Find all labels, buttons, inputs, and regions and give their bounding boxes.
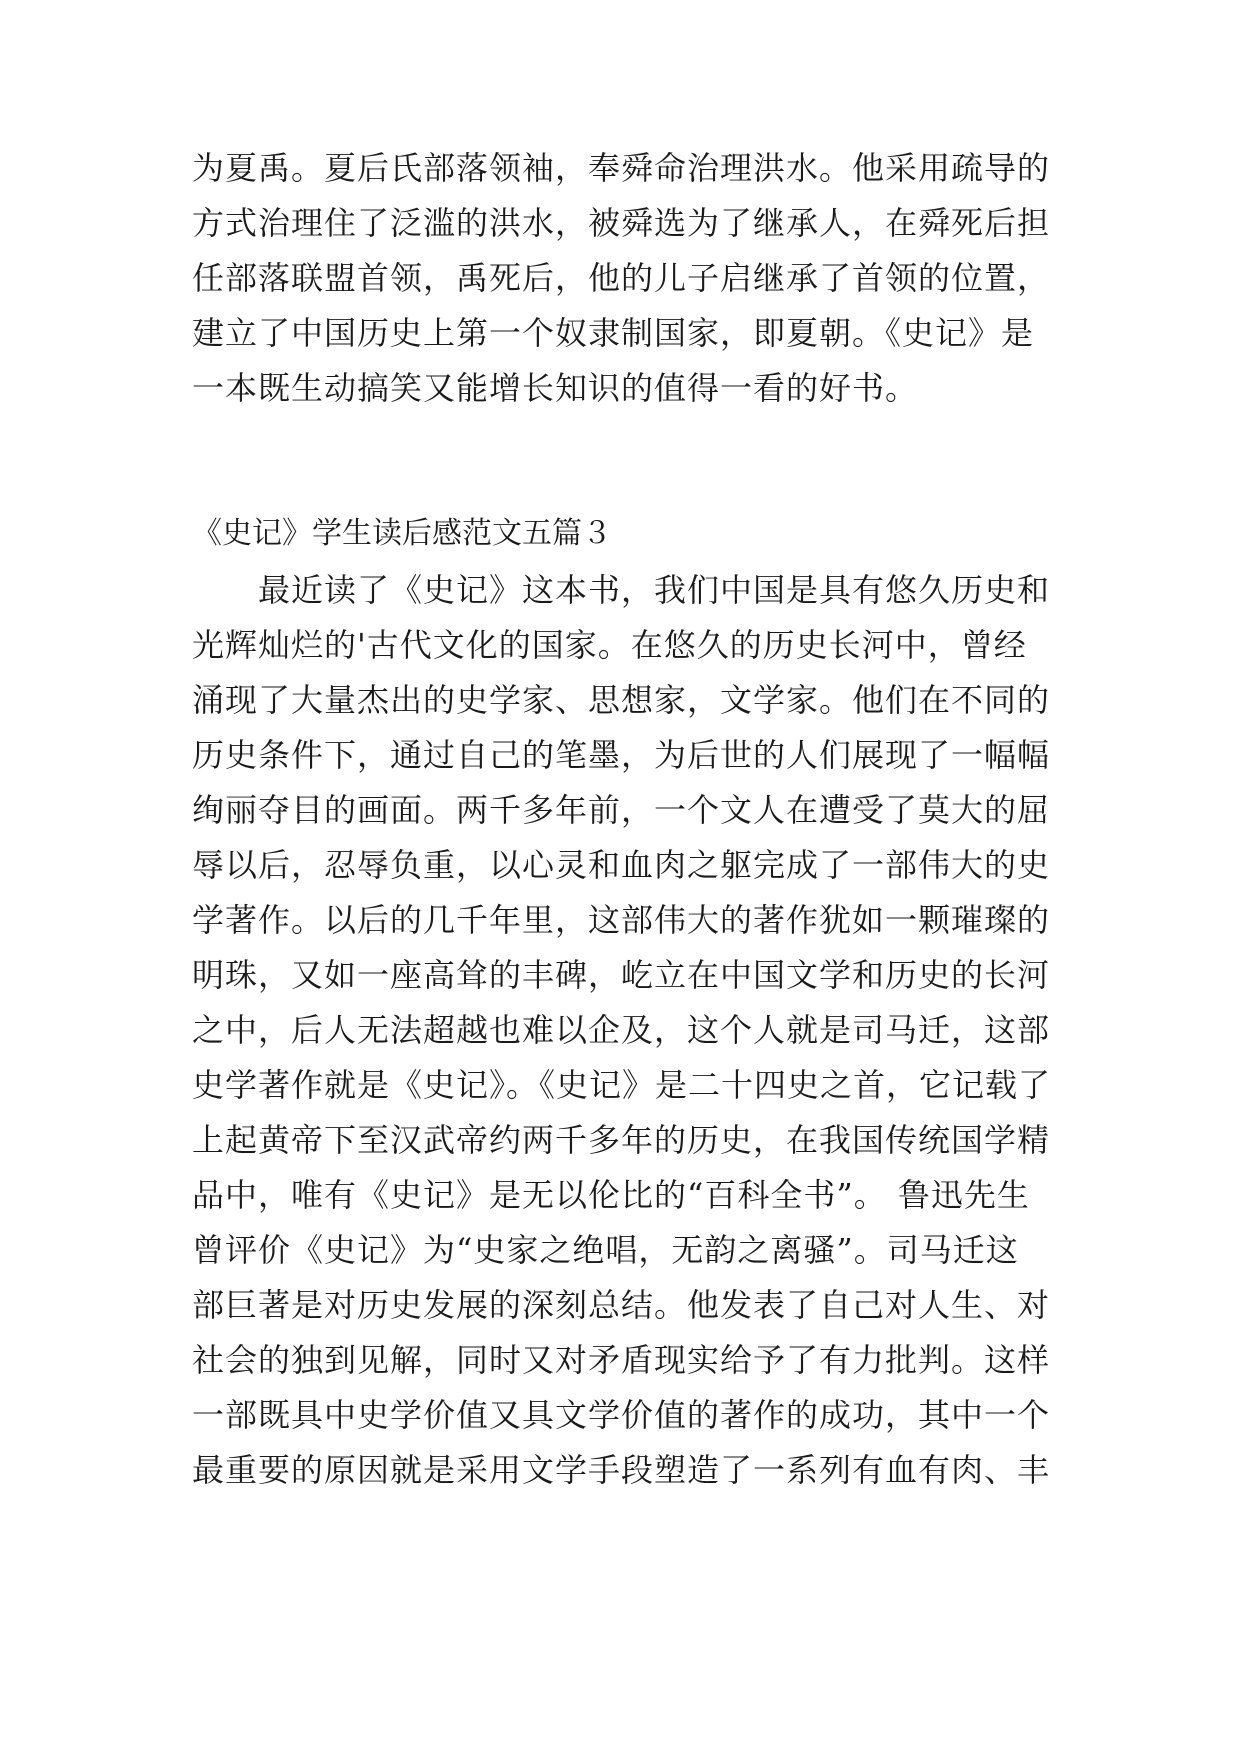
paragraph-line: 学著作。以后的几千年里，这部伟大的著作犹如一颗璀璨的 [192,901,1051,939]
paragraph-line: 光辉灿烂的'古代文化的国家。在悠久的历史长河中，曾经 [192,626,1027,664]
paragraph-line: 任部落联盟首领，禹死后，他的儿子启继承了首领的位置， [192,259,1051,297]
paragraph-line: 之中，后人无法超越也难以企及，这个人就是司马迁，这部 [192,1011,1051,1049]
paragraph-line: 绚丽夺目的画面。两千多年前，一个文人在遭受了莫大的屈 [192,791,1051,829]
paragraph-line: 一部既具中史学价值又具文学价值的著作的成功，其中一个 [192,1396,1051,1434]
paragraph-line: 最近读了《史记》这本书，我们中国是具有悠久历史和 [192,571,1051,609]
paragraph-line: 史学著作就是《史记》。《史记》是二十四史之首，它记载了 [192,1066,1052,1104]
section-heading: 《史记》学生读后感范文五篇３ [192,516,612,551]
paragraph-line: 社会的独到见解，同时又对矛盾现实给予了有力批判。这样 [192,1341,1051,1379]
paragraph-line: 辱以后，忍辱负重，以心灵和血肉之躯完成了一部伟大的史 [192,846,1051,884]
paragraph-line: 历史条件下，通过自己的笔墨，为后世的人们展现了一幅幅 [192,736,1051,774]
paragraph-line: 明珠，又如一座高耸的丰碑，屹立在中国文学和历史的长河 [192,956,1051,994]
paragraph-line: 最重要的原因就是采用文学手段塑造了一系列有血有肉、丰 [192,1451,1051,1489]
paragraph-line: 一本既生动搞笑又能增长知识的值得一看的好书。 [192,369,919,407]
paragraph-line: 品中，唯有《史记》是无以伦比的“百科全书”。 鲁迅先生 [192,1176,1030,1214]
paragraph-line: 建立了中国历史上第一个奴隶制国家，即夏朝。《史记》是 [192,314,1035,352]
paragraph-line: 部巨著是对历史发展的深刻总结。他发表了自己对人生、对 [192,1286,1051,1324]
paragraph-line: 上起黄帝下至汉武帝约两千多年的历史，在我国传统国学精 [192,1121,1051,1159]
paragraph-line: 方式治理住了泛滥的洪水，被舜选为了继承人，在舜死后担 [192,204,1051,242]
paragraph-line: 曾评价《史记》为“史家之绝唱，无韵之离骚”。司马迁这 [192,1231,1019,1269]
paragraph-line: 涌现了大量杰出的史学家、思想家，文学家。他们在不同的 [192,681,1051,719]
paragraph-line: 为夏禹。夏后氏部落领袖，奉舜命治理洪水。他采用疏导的 [192,149,1051,187]
